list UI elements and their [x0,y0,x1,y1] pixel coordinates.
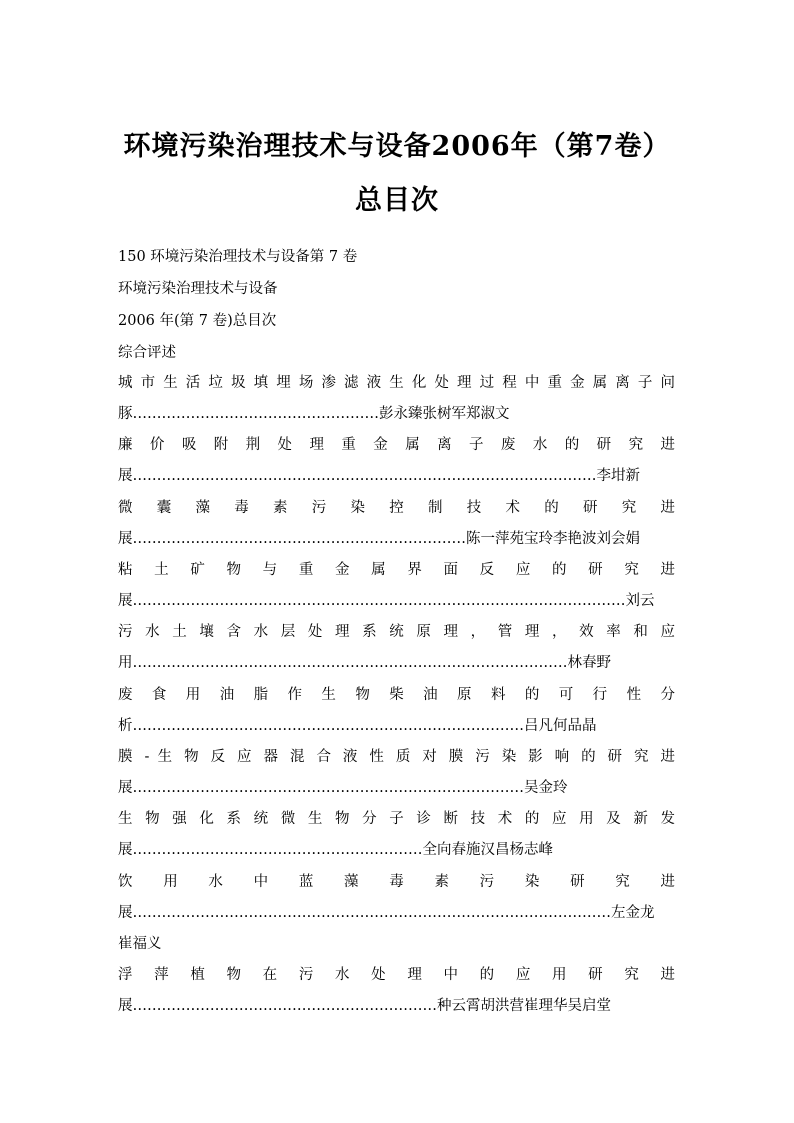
toc-entry-authors: 豚……………………………………………彭永臻张树军郑淑文 [118,406,510,422]
toc-entry-title: 微 囊 藻 毒 素 污 染 控 制 技 术 的 研 究 进 [118,500,675,516]
toc-entry-authors: 展………………………………………………………………………吴金玲 [118,780,568,796]
toc-entry-title: 生 物 强 化 系 统 微 生 物 分 子 诊 断 技 术 的 应 用 及 新 发 [118,811,675,827]
toc-entry-title: 粘 土 矿 物 与 重 金 属 界 面 反 应 的 研 究 进 [118,562,675,578]
toc-entry-authors: 展……………………………………………………………陈一萍苑宝玲李艳波刘会娟 [118,531,640,547]
toc-entry-authors: 展………………………………………………………………………………………左金龙 [118,905,655,921]
toc-entry-title: 城 市 生 活 垃 圾 填 埋 场 渗 滤 液 生 化 处 理 过 程 中 重 金 属 离 子 问 [118,375,675,391]
toc-entry-authors: 展……………………………………………………………………………………李坩新 [118,468,640,484]
document-subtitle: 总目次 [355,185,439,216]
toc-entry-authors-continued: 崔福义 [118,936,162,952]
header-line: 2006 年(第 7 卷)总目次 [118,313,277,329]
document-title: 环境污染治理技术与设备2006年（第7卷） [123,131,671,162]
toc-entry-authors: 展……………………………………………………全向春施汉昌杨志峰 [118,842,553,858]
header-line: 环境污染治理技术与设备 [118,281,278,297]
section-heading: 综合评述 [118,345,176,361]
toc-entry-title: 污 水 土 壤 含 水 层 处 理 系 统 原 理 ， 管 理 ， 效 率 和 应 [118,624,675,640]
toc-entry-authors: 析………………………………………………………………………吕凡何品晶 [118,718,597,734]
toc-entry-title: 廉 价 吸 附 荆 处 理 重 金 属 离 子 废 水 的 研 究 进 [118,437,675,453]
toc-entry-authors: 展…………………………………………………………………………………………刘云 [118,593,655,609]
toc-entry-title: 膜 - 生 物 反 应 器 混 合 液 性 质 对 膜 污 染 影 响 的 研 究 进 [118,749,675,765]
header-line: 150 环境污染治理技术与设备第 7 卷 [118,249,358,265]
toc-entry-authors: 用………………………………………………………………………………林春野 [118,655,611,671]
toc-entry-authors: 展………………………………………………………种云霄胡洪营崔理华吴启堂 [118,998,611,1014]
toc-entry-title: 废 食 用 油 脂 作 生 物 柴 油 原 料 的 可 行 性 分 [118,687,675,703]
toc-entry-title: 浮 萍 植 物 在 污 水 处 理 中 的 应 用 研 究 进 [118,967,675,983]
toc-entry-title: 饮 用 水 中 蓝 藻 毒 素 污 染 研 究 进 [118,874,675,890]
